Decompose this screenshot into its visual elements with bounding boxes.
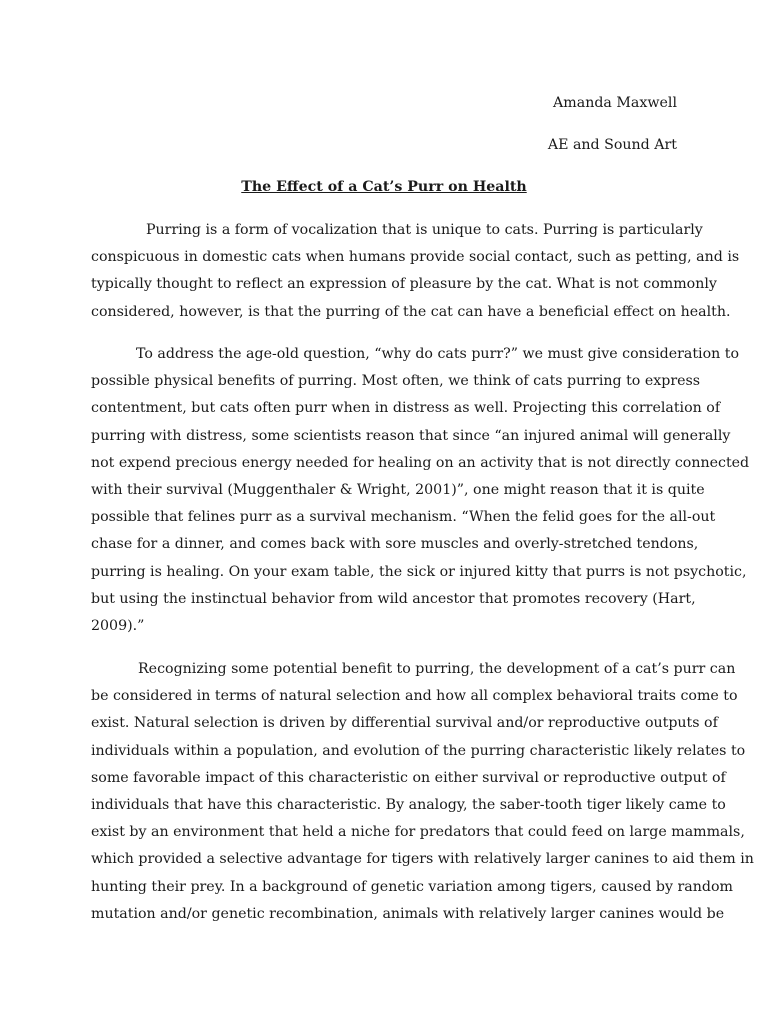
text-line: possible that felines purr as a survival mechanism. “When the felid goes for the all-out [91, 509, 716, 526]
text-line: not expend precious energy needed for healing on an activity that is not directly connected [91, 454, 750, 471]
text-line: exist. Natural selection is driven by differential survival and/or reproductive outputs of [91, 715, 718, 732]
text-line: typically thought to reflect an expression of pleasure by the cat. What is not commonly [91, 276, 717, 293]
text-line: exist by an environment that held a niche for predators that could feed on large mammals, [91, 824, 745, 841]
text-line: Purring is a form of vocalization that is unique to cats. Purring is particularly [146, 222, 703, 238]
text-line: but using the instinctual behavior from wild ancestor that promotes recovery (Hart, [91, 590, 696, 607]
text-line: individuals within a population, and evolution of the purring characteristic likely relates to [91, 742, 746, 759]
paragraph-2 [91, 341, 750, 640]
text-line: which provided a selective advantage for tigers with relatively larger canines to aid them in [91, 851, 754, 868]
text-line: conspicuous in domestic cats when humans provide social contact, such as petting, and is [91, 249, 740, 266]
essay-title: The Effect of a Cat’s Purr on Health [241, 179, 527, 195]
text-line: mutation and/or genetic recombination, animals with relatively larger canines would be [91, 905, 725, 922]
text-line: individuals that have this characteristic. By analogy, the saber-tooth tiger likely came to [91, 796, 726, 813]
text-line: chase for a dinner, and comes back with sore muscles and overly-stretched tendons, [91, 536, 699, 553]
text-line: some favorable impact of this characteristic on either survival or reproductive output of [91, 769, 726, 786]
course-name: AE and Sound Art [547, 137, 677, 153]
paragraph-3 [91, 656, 754, 928]
text-line: purring with distress, some scientists reason that since “an injured animal will generally [91, 427, 731, 444]
text-line: purring is healing. On your exam table, the sick or injured kitty that purrs is not psychotic, [91, 563, 747, 580]
text-line: possible physical benefits of purring. Most often, we think of cats purring to express [91, 373, 701, 390]
text-line: To address the age-old question, “why do cats purr?” we must give consideration to [136, 346, 740, 362]
author-name: Amanda Maxwell [553, 95, 677, 111]
paragraph-1 [91, 217, 740, 326]
text-line: be considered in terms of natural selection and how all complex behavioral traits come to [91, 688, 738, 705]
text-line: Recognizing some potential benefit to purring, the development of a cat’s purr can [138, 661, 736, 677]
text-line: hunting their prey. In a background of genetic variation among tigers, caused by random [91, 878, 733, 895]
text-line: with their survival (Muggenthaler & Wright, 2001)”, one might reason that it is quite [91, 481, 705, 498]
text-line: 2009).” [91, 617, 145, 634]
text-line: considered, however, is that the purring of the cat can have a beneficial effect on health. [91, 303, 731, 320]
text-line: contentment, but cats often purr when in distress as well. Projecting this correlation of [91, 400, 721, 417]
